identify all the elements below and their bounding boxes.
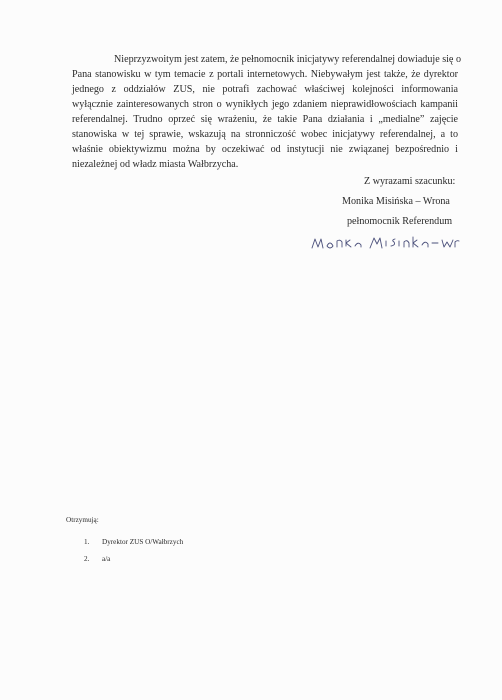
body-line: stanowiska w tej sprawie, wskazują na stronniczość wobec inicjatywy referendalnej, a to (72, 129, 458, 141)
recipient-number: 2. (84, 555, 90, 563)
body-line: Pana stanowisku w tym temacie z portali internetowych. Niebywałym jest także, że dyrektor (72, 69, 458, 81)
recipient-item (84, 555, 110, 564)
recipient-item (84, 538, 183, 547)
signatory-role: pełnomocnik Referendum (347, 216, 453, 227)
body-line: referendalnej. Trudno oprzeć się wrażeniu, że takie Pana działania i „medialne” zajęcie (72, 114, 458, 126)
body-line: niezależnej od władz miasta Wałbrzycha. (72, 159, 239, 171)
body-line: Nieprzyzwoitym jest zatem, że pełnomocnik inicjatywy referendalnej dowiaduje się o (114, 54, 461, 65)
handwritten-signature (308, 232, 460, 254)
signatory-name: Monika Misińska – Wrona (342, 196, 450, 207)
letter-body (72, 52, 461, 172)
body-line: wyłącznie zainteresowanych stron o wynikłych jego zdaniem nieprawidłowościach kampanii (72, 99, 458, 111)
body-line: właśnie obiektywizmu można by oczekiwać od instytucji nie związanej bezpośrednio i (72, 144, 458, 156)
closing-salutation: Z wyrazami szacunku: (364, 176, 456, 187)
recipient-text: Dyrektor ZUS O/Wałbrzych (102, 538, 184, 546)
recipients-header: Otrzymują: (66, 516, 99, 524)
recipient-text: a/a (102, 555, 111, 563)
body-line: jednego z oddziałów ZUS, nie potrafi zachować właściwej kolejności informowania (72, 84, 458, 96)
recipient-number: 1. (84, 538, 90, 546)
